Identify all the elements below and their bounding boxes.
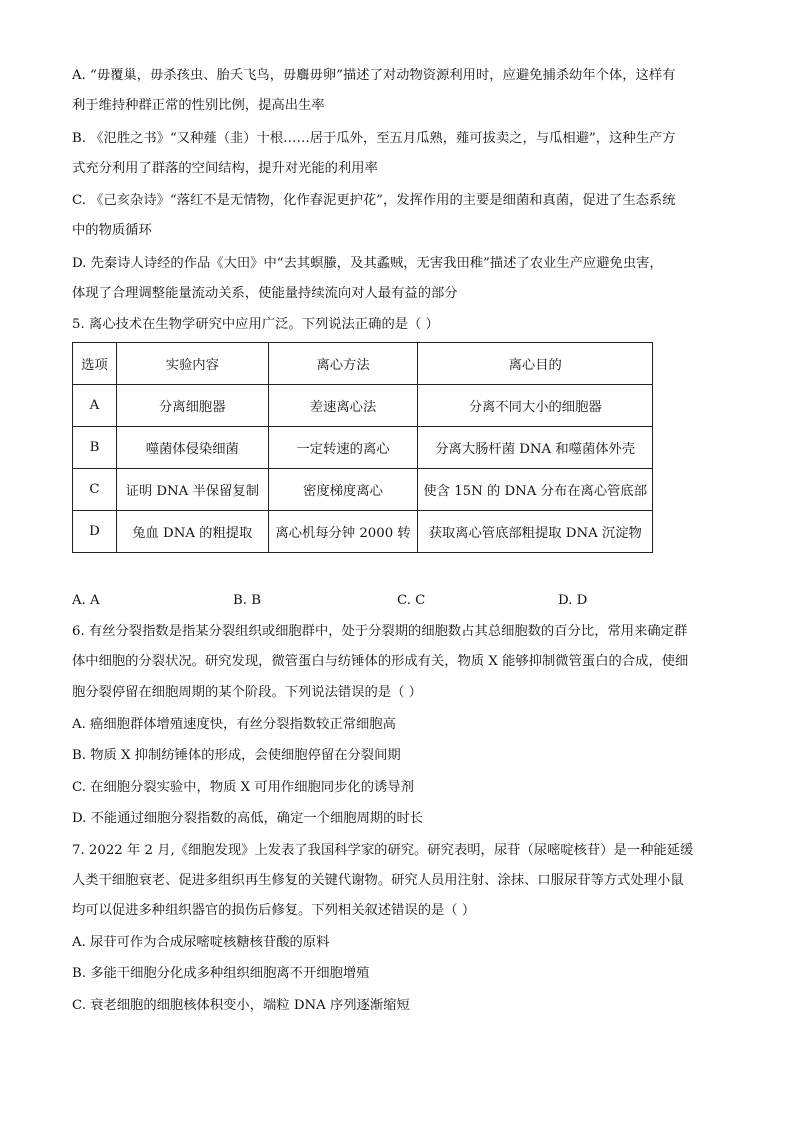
table-cell: 差速离心法 (268, 385, 418, 427)
q7-option-b: B. 多能干细胞分化成多种组织细胞离不开细胞增殖 (72, 966, 370, 981)
table-row (73, 385, 653, 427)
q5-option-d: D. D (558, 593, 588, 608)
q4-option-a-line1: A. “毋覆巢，毋杀孩虫、胎夭飞鸟，毋麛毋卵”描述了对动物资源利用时，应避免捕杀幼年个体，这样有 (72, 68, 676, 83)
table-cell: 分离细胞器 (116, 385, 268, 427)
q5-option-a: A. A (72, 593, 100, 608)
q5-option-b: B. B (233, 593, 261, 608)
q6-option-c: C. 在细胞分裂实验中，物质 X 可用作细胞同步化的诱导剂 (72, 780, 414, 795)
q4-option-d-line1: D. 先秦诗人诗经的作品《大田》中“去其螟螣，及其蟊贼，无害我田稚”描述了农业生产应避免虫害， (72, 256, 663, 271)
q6-stem-line3: 胞分裂停留在细胞周期的某个阶段。下列说法错误的是（ ） (72, 685, 422, 700)
table-cell: C (73, 469, 117, 511)
table-cell: D (73, 511, 117, 553)
header-option: 选项 (73, 343, 117, 385)
q4-option-c-line1: C. 《己亥杂诗》“落红不是无情物，化作春泥更护花”，发挥作用的主要是细菌和真菌，促进了生态系统 (72, 193, 676, 208)
q4-option-d-line2: 体现了合理调整能量流动关系，使能量持续流向对人最有益的部分 (72, 286, 458, 301)
table-cell: 证明 DNA 半保留复制 (116, 469, 268, 511)
q4-option-c-line2: 中的物质循环 (72, 223, 152, 238)
table-cell: B (73, 427, 117, 469)
table-cell: A (73, 385, 117, 427)
q7-option-c: C. 衰老细胞的细胞核体积变小，端粒 DNA 序列逐渐缩短 (72, 998, 410, 1013)
table-cell: 密度梯度离心 (268, 469, 418, 511)
q6-stem-line2: 体中细胞的分裂状况。研究发现，微管蛋白与纺锤体的形成有关，物质 X 能够抑制微管蛋白的合成，使细 (72, 654, 689, 669)
q7-option-a: A. 尿苷可作为合成尿嘧啶核糖核苷酸的原料 (72, 935, 330, 950)
q7-stem-line1: 7. 2022 年 2 月,《细胞发现》上发表了我国科学家的研究。研究表明，尿苷（尿嘧啶核苷）是一种能延缓 (72, 843, 694, 858)
q4-option-a-line2: 利于维持种群正常的性别比例，提高出生率 (72, 98, 325, 113)
q6-stem-line1: 6. 有丝分裂指数是指某分裂组织或细胞群中，处于分裂期的细胞数占其总细胞数的百分比，常用来确定群 (72, 624, 688, 639)
q6-option-d: D. 不能通过细胞分裂指数的高低，确定一个细胞周期的时长 (72, 811, 424, 826)
q6-option-a: A. 癌细胞群体增殖速度快，有丝分裂指数较正常细胞高 (72, 717, 396, 732)
table-header-row (73, 343, 653, 385)
q4-option-b-line1: B. 《氾胜之书》“又种薤（韭）十根……居于瓜外，至五月瓜熟，薤可拔卖之，与瓜相避”，这种生产方 (72, 131, 676, 146)
header-purpose: 离心目的 (418, 343, 653, 385)
q5-option-c: C. C (397, 593, 426, 608)
table-row (73, 427, 653, 469)
q5-stem: 5. 离心技术在生物学研究中应用广泛。下列说法正确的是（ ） (72, 317, 439, 332)
header-content: 实验内容 (116, 343, 268, 385)
q7-stem-line2: 人类干细胞衰老、促进多组织再生修复的关键代谢物。研究人员用注射、涂抹、口服尿苷等方式处理小鼠 (72, 873, 684, 888)
table-row (73, 469, 653, 511)
table-cell: 一定转速的离心 (268, 427, 418, 469)
table-cell: 离心机每分钟 2000 转 (268, 511, 418, 553)
table-cell: 分离不同大小的细胞器 (418, 385, 653, 427)
table-cell: 分离大肠杆菌 DNA 和噬菌体外壳 (418, 427, 653, 469)
table-row (73, 511, 653, 553)
q4-option-b-line2: 式充分利用了群落的空间结构，提升对光能的利用率 (72, 161, 378, 176)
table-cell: 噬菌体侵染细菌 (116, 427, 268, 469)
q5-table (72, 342, 653, 553)
table-cell: 使含 15N 的 DNA 分布在离心管底部 (418, 469, 653, 511)
q6-option-b: B. 物质 X 抑制纺锤体的形成，会使细胞停留在分裂间期 (72, 748, 401, 763)
header-method: 离心方法 (268, 343, 418, 385)
q7-stem-line3: 均可以促进多种组织器官的损伤后修复。下列相关叙述错误的是（ ） (72, 903, 476, 918)
table-cell: 获取离心管底部粗提取 DNA 沉淀物 (418, 511, 653, 553)
table-cell: 兔血 DNA 的粗提取 (116, 511, 268, 553)
